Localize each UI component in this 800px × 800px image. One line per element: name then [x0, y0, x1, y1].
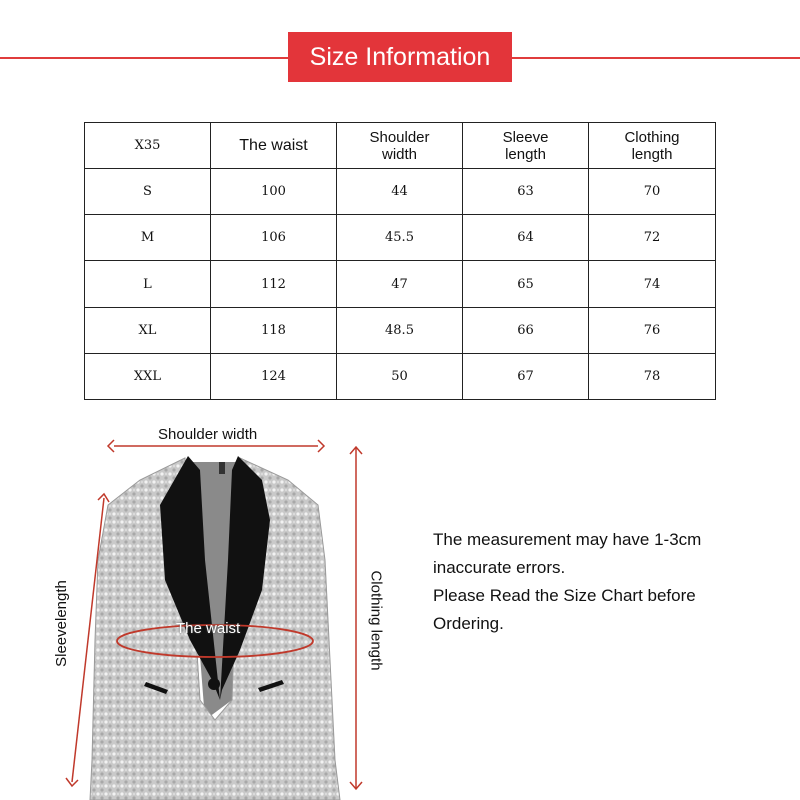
table-row [85, 261, 716, 307]
jacket-button [208, 678, 220, 690]
cell-shoulder: 50 [337, 353, 463, 399]
cell-clothing: 72 [589, 215, 716, 261]
cell-sleeve: 66 [463, 307, 589, 353]
table-row [85, 169, 716, 215]
shoulder-width-label: Shoulder width [158, 426, 258, 443]
cell-sleeve: 63 [463, 169, 589, 215]
note-line: The measurement may have 1-3cm [433, 530, 702, 549]
waist-label: The waist [176, 620, 241, 637]
note-line: Ordering. [433, 614, 504, 633]
table-row [85, 215, 716, 261]
cell-size: M [85, 215, 211, 261]
table-header-row [85, 123, 716, 169]
cell-clothing: 70 [589, 169, 716, 215]
header-sleeve-length: Sleeve length [463, 123, 589, 169]
size-info-banner: Size Information [288, 32, 512, 82]
cell-sleeve: 67 [463, 353, 589, 399]
cell-waist: 124 [211, 353, 337, 399]
cell-shoulder: 44 [337, 169, 463, 215]
header-shoulder-width: Shoulder width [337, 123, 463, 169]
measurement-note [433, 526, 763, 638]
cell-shoulder: 45.5 [337, 215, 463, 261]
cell-clothing: 76 [589, 307, 716, 353]
collar-tag [219, 462, 225, 474]
clothing-length-arrow [350, 447, 362, 789]
size-table [84, 122, 716, 400]
header-size-code: X35 [85, 123, 211, 169]
cell-size: L [85, 261, 211, 307]
banner-rule-left [0, 57, 290, 59]
table-row [85, 353, 716, 399]
cell-waist: 106 [211, 215, 337, 261]
note-line: inaccurate errors. [433, 558, 566, 577]
cell-size: XXL [85, 353, 211, 399]
clothing-length-label: Clothing length [367, 570, 385, 671]
cell-waist: 112 [211, 261, 337, 307]
cell-clothing: 74 [589, 261, 716, 307]
table-row [85, 307, 716, 353]
banner-rule-right [512, 57, 800, 59]
cell-size: XL [85, 307, 211, 353]
cell-clothing: 78 [589, 353, 716, 399]
cell-shoulder: 47 [337, 261, 463, 307]
cell-size: S [85, 169, 211, 215]
cell-shoulder: 48.5 [337, 307, 463, 353]
sleeve-length-label: Sleevelength [52, 580, 70, 667]
header-waist: The waist [211, 123, 337, 169]
cell-sleeve: 65 [463, 261, 589, 307]
cell-waist: 118 [211, 307, 337, 353]
cell-waist: 100 [211, 169, 337, 215]
header-clothing-length: Clothing length [589, 123, 716, 169]
cell-sleeve: 64 [463, 215, 589, 261]
note-line: Please Read the Size Chart before [433, 586, 696, 605]
